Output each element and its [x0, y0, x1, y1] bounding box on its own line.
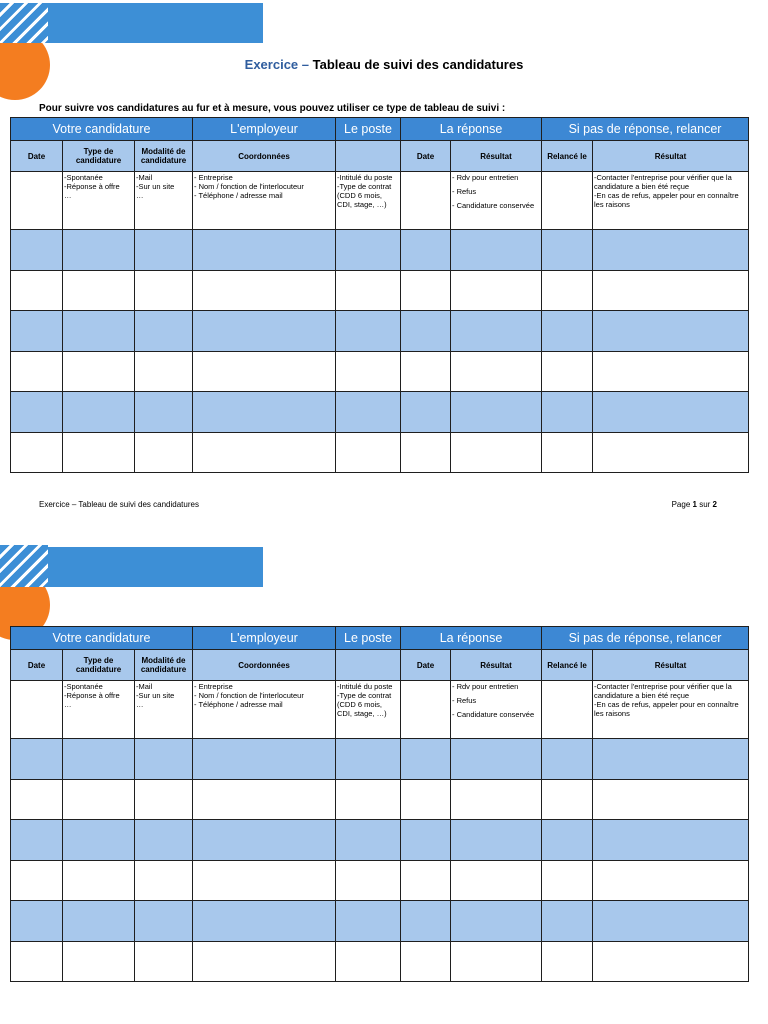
footer-title: Exercice – Tableau de suivi des candidatures — [39, 500, 199, 509]
example-text: -Contacter l'entreprise pour vérifier que la candidature a bien été reçue — [594, 682, 732, 700]
table-cell[interactable] — [336, 351, 401, 392]
example-text: -Réponse à offre — [64, 691, 120, 700]
example-text: -Type de contrat (CDD 6 mois, CDI, stage, …) — [337, 182, 392, 209]
table-cell[interactable] — [593, 739, 749, 780]
example-text: - Rdv pour entretien — [452, 173, 519, 182]
example-text: -En cas de refus, appeler pour en connaître les raisons — [594, 191, 739, 209]
group-header-row — [11, 118, 749, 141]
table-row — [11, 392, 749, 433]
table-cell[interactable] — [63, 941, 135, 982]
example-text: - Rdv pour entretien — [452, 682, 519, 691]
example-cell — [336, 172, 401, 230]
column-header: Coordonnées — [193, 141, 336, 172]
table-cell[interactable] — [63, 739, 135, 780]
table-cell[interactable] — [11, 860, 63, 901]
example-text: -Mail — [136, 682, 153, 691]
table-row — [11, 860, 749, 901]
group-header: Le poste — [336, 627, 401, 650]
example-text: -Intitulé du poste — [337, 173, 393, 182]
table-cell[interactable] — [593, 311, 749, 352]
page-total: 2 — [712, 500, 717, 509]
column-header-row — [11, 650, 749, 681]
example-text: - Candidature conservée — [452, 201, 535, 210]
page-number — [672, 500, 717, 509]
table-cell[interactable] — [542, 270, 593, 311]
table-cell[interactable] — [193, 270, 336, 311]
column-header: Modalité de candidature — [135, 141, 193, 172]
table-cell[interactable] — [135, 230, 193, 271]
table-cell[interactable] — [401, 270, 451, 311]
example-cell — [401, 172, 451, 230]
table-row — [11, 270, 749, 311]
group-header: Si pas de réponse, relancer — [542, 118, 749, 141]
table-cell[interactable] — [451, 739, 542, 780]
table-cell[interactable] — [193, 941, 336, 982]
table-cell[interactable] — [593, 270, 749, 311]
table-cell[interactable] — [135, 739, 193, 780]
table-cell[interactable] — [11, 230, 63, 271]
column-header: Résultat — [451, 141, 542, 172]
table-cell[interactable] — [451, 230, 542, 271]
table-cell[interactable] — [11, 392, 63, 433]
column-header: Date — [401, 650, 451, 681]
example-text: -Spontanée — [64, 682, 103, 691]
example-cell — [336, 681, 401, 739]
example-text: -Spontanée — [64, 173, 103, 182]
example-cell — [542, 681, 593, 739]
table-cell[interactable] — [135, 941, 193, 982]
table-cell[interactable] — [193, 432, 336, 473]
example-text: -Type de contrat (CDD 6 mois, CDI, stage, …) — [337, 691, 392, 718]
table-cell[interactable] — [593, 779, 749, 820]
table-cell[interactable] — [63, 392, 135, 433]
example-text: … — [64, 191, 72, 200]
table-cell[interactable] — [451, 432, 542, 473]
example-row — [11, 681, 749, 739]
example-text: -Intitulé du poste — [337, 682, 393, 691]
example-cell — [11, 172, 63, 230]
example-cell — [542, 172, 593, 230]
example-text: - Téléphone / adresse mail — [194, 191, 283, 200]
table-cell[interactable] — [193, 820, 336, 861]
table-cell[interactable] — [11, 432, 63, 473]
table-cell[interactable] — [542, 432, 593, 473]
table-cell[interactable] — [542, 230, 593, 271]
table-cell[interactable] — [542, 779, 593, 820]
table-row — [11, 820, 749, 861]
group-header: L'employeur — [193, 118, 336, 141]
table-row — [11, 311, 749, 352]
table-cell[interactable] — [542, 311, 593, 352]
table-cell[interactable] — [135, 311, 193, 352]
table-cell[interactable] — [193, 901, 336, 942]
table-cell[interactable] — [336, 392, 401, 433]
table-cell[interactable] — [401, 739, 451, 780]
table-cell[interactable] — [11, 351, 63, 392]
table-cell[interactable] — [336, 779, 401, 820]
example-text: - Nom / fonction de l'interlocuteur — [194, 182, 304, 191]
example-text: - Téléphone / adresse mail — [194, 700, 283, 709]
group-header: L'employeur — [193, 627, 336, 650]
table-cell[interactable] — [63, 311, 135, 352]
table-cell[interactable] — [193, 351, 336, 392]
example-text: -En cas de refus, appeler pour en connaître les raisons — [594, 700, 739, 718]
table-cell[interactable] — [63, 432, 135, 473]
title-text: Tableau de suivi des candidatures — [309, 57, 524, 72]
table-cell[interactable] — [336, 270, 401, 311]
table-cell[interactable] — [11, 739, 63, 780]
table-cell[interactable] — [593, 392, 749, 433]
group-header: Votre candidature — [11, 118, 193, 141]
table-cell[interactable] — [135, 779, 193, 820]
table-cell[interactable] — [336, 230, 401, 271]
table-cell[interactable] — [401, 820, 451, 861]
table-cell[interactable] — [336, 820, 401, 861]
table-cell[interactable] — [63, 779, 135, 820]
table-cell[interactable] — [401, 311, 451, 352]
table-cell[interactable] — [193, 779, 336, 820]
table-cell[interactable] — [542, 351, 593, 392]
page-title — [0, 57, 768, 72]
table-cell[interactable] — [11, 901, 63, 942]
example-text: -Réponse à offre — [64, 182, 120, 191]
table-cell[interactable] — [193, 230, 336, 271]
column-header: Relancé le — [542, 650, 593, 681]
table-cell[interactable] — [193, 392, 336, 433]
header-blue-band — [48, 547, 263, 587]
table-cell[interactable] — [542, 739, 593, 780]
example-cell — [401, 681, 451, 739]
example-cell — [593, 172, 749, 230]
table-cell[interactable] — [336, 860, 401, 901]
page-of-word: sur — [699, 500, 711, 509]
table-cell[interactable] — [135, 270, 193, 311]
example-text: … — [64, 700, 72, 709]
table-cell[interactable] — [11, 311, 63, 352]
example-cell — [593, 681, 749, 739]
column-header: Résultat — [593, 141, 749, 172]
table-cell[interactable] — [451, 270, 542, 311]
example-text: -Sur un site — [136, 691, 175, 700]
group-header: La réponse — [401, 627, 542, 650]
example-text: -Contacter l'entreprise pour vérifier que la candidature a bien été reçue — [594, 173, 732, 191]
table-cell[interactable] — [135, 432, 193, 473]
table-cell[interactable] — [593, 351, 749, 392]
table-cell[interactable] — [135, 820, 193, 861]
table-cell[interactable] — [451, 392, 542, 433]
table-cell[interactable] — [401, 351, 451, 392]
table-cell[interactable] — [401, 860, 451, 901]
example-text: … — [136, 700, 144, 709]
table-cell[interactable] — [135, 351, 193, 392]
tracking-table — [10, 626, 749, 982]
table-cell[interactable] — [451, 860, 542, 901]
table-cell[interactable] — [401, 779, 451, 820]
example-text: -Mail — [136, 173, 153, 182]
striped-corner-decoration — [0, 545, 48, 587]
example-text: -Sur un site — [136, 182, 175, 191]
table-cell[interactable] — [593, 901, 749, 942]
column-header: Date — [401, 141, 451, 172]
group-header: Votre candidature — [11, 627, 193, 650]
table-cell[interactable] — [542, 901, 593, 942]
example-cell — [135, 681, 193, 739]
table-cell[interactable] — [542, 820, 593, 861]
table-cell[interactable] — [63, 351, 135, 392]
example-cell — [135, 172, 193, 230]
table-cell[interactable] — [593, 941, 749, 982]
table-cell[interactable] — [336, 739, 401, 780]
group-header-row — [11, 627, 749, 650]
table-cell[interactable] — [401, 230, 451, 271]
table-cell[interactable] — [401, 432, 451, 473]
column-header — [336, 141, 401, 172]
column-header — [336, 650, 401, 681]
table-cell[interactable] — [451, 820, 542, 861]
table-cell[interactable] — [542, 392, 593, 433]
page-word: Page — [671, 500, 691, 509]
table-row — [11, 432, 749, 473]
table-row — [11, 901, 749, 942]
table-cell[interactable] — [593, 432, 749, 473]
tracking-table — [10, 117, 749, 473]
example-text: - Entreprise — [194, 173, 233, 182]
table-cell[interactable] — [336, 311, 401, 352]
example-row — [11, 172, 749, 230]
example-text: - Refus — [452, 187, 477, 196]
group-header: Le poste — [336, 118, 401, 141]
table-cell[interactable] — [63, 230, 135, 271]
table-row — [11, 779, 749, 820]
striped-corner-decoration — [0, 3, 48, 43]
column-header: Date — [11, 141, 63, 172]
table-cell[interactable] — [11, 270, 63, 311]
example-text: … — [136, 191, 144, 200]
table-cell[interactable] — [193, 739, 336, 780]
table-row — [11, 941, 749, 982]
table-cell[interactable] — [135, 860, 193, 901]
table-cell[interactable] — [451, 351, 542, 392]
column-header: Date — [11, 650, 63, 681]
page-current: 1 — [692, 500, 697, 509]
table-cell[interactable] — [135, 392, 193, 433]
example-cell — [451, 172, 542, 230]
table-row — [11, 351, 749, 392]
group-header: La réponse — [401, 118, 542, 141]
table-cell[interactable] — [63, 270, 135, 311]
title-prefix: Exercice – — [244, 57, 309, 72]
column-header: Modalité de candidature — [135, 650, 193, 681]
example-text: - Entreprise — [194, 682, 233, 691]
table-cell[interactable] — [135, 901, 193, 942]
table-cell[interactable] — [63, 901, 135, 942]
table-cell[interactable] — [336, 941, 401, 982]
table-cell[interactable] — [63, 820, 135, 861]
example-text: - Nom / fonction de l'interlocuteur — [194, 691, 304, 700]
table-cell[interactable] — [542, 860, 593, 901]
example-cell — [63, 172, 135, 230]
table-cell[interactable] — [401, 392, 451, 433]
table-cell[interactable] — [11, 941, 63, 982]
group-header: Si pas de réponse, relancer — [542, 627, 749, 650]
header-blue-band — [48, 3, 263, 43]
column-header: Coordonnées — [193, 650, 336, 681]
example-text: - Refus — [452, 696, 477, 705]
column-header: Résultat — [451, 650, 542, 681]
table-cell[interactable] — [451, 941, 542, 982]
table-cell[interactable] — [542, 941, 593, 982]
table-cell[interactable] — [593, 820, 749, 861]
table-cell[interactable] — [11, 779, 63, 820]
table-cell[interactable] — [401, 901, 451, 942]
table-cell[interactable] — [401, 941, 451, 982]
column-header: Relancé le — [542, 141, 593, 172]
table-cell[interactable] — [593, 230, 749, 271]
table-cell[interactable] — [336, 432, 401, 473]
column-header: Résultat — [593, 650, 749, 681]
table-cell[interactable] — [593, 860, 749, 901]
example-cell — [451, 681, 542, 739]
table-cell[interactable] — [11, 820, 63, 861]
table-cell[interactable] — [193, 860, 336, 901]
table-row — [11, 230, 749, 271]
table-row — [11, 739, 749, 780]
example-cell — [193, 172, 336, 230]
table-cell[interactable] — [63, 860, 135, 901]
table-cell[interactable] — [193, 311, 336, 352]
example-text: - Candidature conservée — [452, 710, 535, 719]
table-cell[interactable] — [451, 901, 542, 942]
column-header-row — [11, 141, 749, 172]
table-cell[interactable] — [451, 779, 542, 820]
table-cell[interactable] — [336, 901, 401, 942]
example-cell — [193, 681, 336, 739]
table-cell[interactable] — [451, 311, 542, 352]
column-header: Type de candidature — [63, 650, 135, 681]
column-header: Type de candidature — [63, 141, 135, 172]
intro-text: Pour suivre vos candidatures au fur et à mesure, vous pouvez utiliser ce type de tableau de suivi : — [39, 103, 506, 114]
example-cell — [11, 681, 63, 739]
example-cell — [63, 681, 135, 739]
